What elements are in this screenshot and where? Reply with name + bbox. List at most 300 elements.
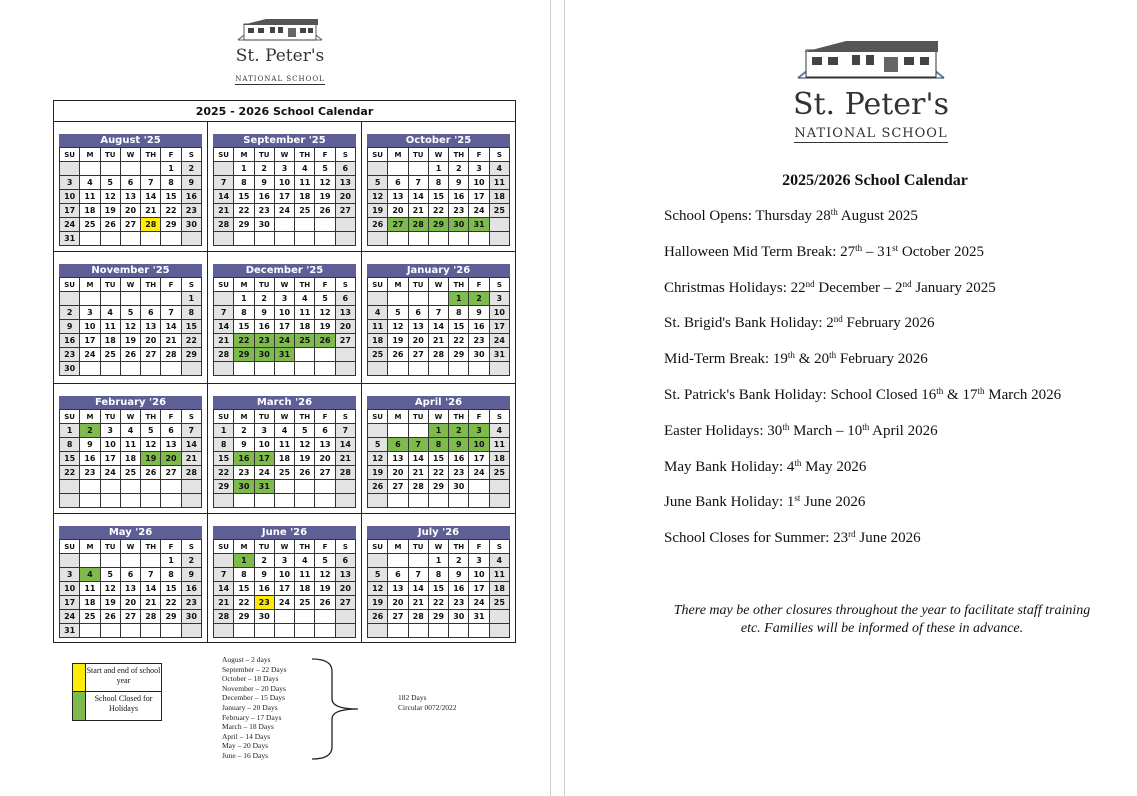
calendar-day: 22: [214, 466, 234, 480]
calendar-day: 3: [274, 554, 294, 568]
calendar-day: 21: [335, 452, 355, 466]
calendar-day: [161, 362, 181, 376]
calendar-day: 19: [388, 334, 408, 348]
calendar-day: 14: [214, 190, 234, 204]
month-calendar: [367, 134, 510, 246]
calendar-day: [234, 494, 254, 508]
calendar-day: 1: [234, 554, 254, 568]
calendar-day: 14: [335, 438, 355, 452]
weekday-header: TU: [254, 148, 274, 162]
calendar-day: [428, 494, 448, 508]
weekday-header: TU: [408, 148, 428, 162]
calendar-day: [295, 610, 315, 624]
month-title: October '25: [367, 134, 510, 147]
calendar-day: 10: [469, 568, 489, 582]
calendar-day: [315, 480, 335, 494]
month-title: August '25: [59, 134, 202, 147]
calendar-day: [234, 232, 254, 246]
calendar-day: 19: [368, 466, 388, 480]
calendar-day: 2: [234, 424, 254, 438]
calendar-heading: 2025/2026 School Calendar: [782, 172, 968, 189]
calendar-day: 2: [254, 292, 274, 306]
calendar-day: 21: [141, 204, 161, 218]
calendar-day: 9: [181, 176, 201, 190]
calendar-day: 21: [408, 596, 428, 610]
calendar-day: [469, 624, 489, 638]
calendar-day: 17: [274, 320, 294, 334]
month-calendar: [59, 264, 202, 376]
month-title: January '26: [367, 264, 510, 277]
calendar-day: [100, 362, 120, 376]
day-count-item: April – 14 Days: [222, 731, 271, 741]
calendar-day: 23: [449, 204, 469, 218]
weekday-header: S: [489, 540, 509, 554]
weekday-header: SU: [368, 278, 388, 292]
calendar-day: 28: [335, 466, 355, 480]
month-calendar: [367, 396, 510, 508]
calendar-day: 10: [469, 438, 489, 452]
calendar-day: 10: [60, 190, 80, 204]
calendar-day: [428, 232, 448, 246]
calendar-day: [214, 494, 234, 508]
weekday-header: W: [274, 540, 294, 554]
calendar-day: 16: [80, 452, 100, 466]
calendar-day: 26: [315, 596, 335, 610]
calendar-day: 6: [388, 438, 408, 452]
calendar-day: 20: [141, 334, 161, 348]
calendar-day: [368, 494, 388, 508]
weekday-header: SU: [60, 148, 80, 162]
month-calendar: [213, 526, 356, 638]
key-date-item: Easter Holidays: 30th March – 10th April 2026: [664, 421, 938, 439]
calendar-day: [254, 362, 274, 376]
calendar-day: 30: [60, 362, 80, 376]
calendar-day: [254, 494, 274, 508]
calendar-day: 3: [254, 424, 274, 438]
calendar-day: [408, 232, 428, 246]
calendar-day: 21: [161, 334, 181, 348]
calendar-day: 14: [161, 320, 181, 334]
calendar-day: 18: [295, 582, 315, 596]
calendar-day: 5: [100, 568, 120, 582]
calendar-day: 8: [428, 568, 448, 582]
calendar-day: 11: [368, 320, 388, 334]
calendar-day: [120, 624, 140, 638]
calendar-day: 23: [234, 466, 254, 480]
day-count-item: September – 22 Days: [222, 664, 287, 674]
key-date-item: School Opens: Thursday 28th August 2025: [664, 207, 918, 224]
calendar-day: 28: [214, 610, 234, 624]
calendar-day: 24: [274, 204, 294, 218]
logo-school-subtitle: NATIONAL SCHOOL: [794, 126, 948, 141]
calendar-day: 1: [181, 292, 201, 306]
weekday-header: M: [80, 148, 100, 162]
weekday-header: S: [489, 410, 509, 424]
calendar-day: 13: [335, 306, 355, 320]
weekday-header: M: [234, 278, 254, 292]
key-date-item: St. Patrick's Bank Holiday: School Closed 16th & 17th March 2026: [664, 385, 1062, 403]
total-days-note: [398, 693, 457, 713]
calendar-day: [428, 362, 448, 376]
calendar-day: 17: [80, 334, 100, 348]
calendar-day: 1: [161, 554, 181, 568]
calendar-day: [408, 554, 428, 568]
calendar-day: 14: [408, 190, 428, 204]
weekday-header: SU: [368, 148, 388, 162]
month-calendar: [213, 264, 356, 376]
calendar-day: 16: [449, 452, 469, 466]
calendar-day: 20: [315, 452, 335, 466]
calendar-day: 12: [100, 190, 120, 204]
calendar-day: 4: [80, 176, 100, 190]
calendar-day: 7: [214, 176, 234, 190]
calendar-day: 25: [295, 334, 315, 348]
calendar-day: 25: [274, 466, 294, 480]
calendar-day: [80, 292, 100, 306]
calendar-day: 26: [368, 218, 388, 232]
calendar-day: 3: [274, 162, 294, 176]
weekday-header: TH: [449, 278, 469, 292]
calendar-day: [100, 554, 120, 568]
calendar-day: [120, 494, 140, 508]
calendar-day: 28: [408, 480, 428, 494]
calendar-day: 21: [408, 204, 428, 218]
calendar-day: [60, 292, 80, 306]
calendar-day: 11: [100, 320, 120, 334]
calendar-day: 24: [60, 218, 80, 232]
key-date-item: June Bank Holiday: 1st June 2026: [664, 493, 866, 511]
month-calendar: [213, 396, 356, 508]
calendar-day: 7: [214, 568, 234, 582]
weekday-header: F: [315, 278, 335, 292]
calendar-day: 22: [234, 334, 254, 348]
calendar-day: 2: [60, 306, 80, 320]
calendar-day: 16: [60, 334, 80, 348]
weekday-header: TU: [408, 410, 428, 424]
calendar-day: 2: [254, 554, 274, 568]
calendar-day: 11: [489, 438, 509, 452]
weekday-header: SU: [60, 278, 80, 292]
calendar-day: 9: [254, 568, 274, 582]
legend-item: [73, 692, 161, 720]
calendar-day: 12: [315, 306, 335, 320]
calendar-day: 13: [335, 176, 355, 190]
calendar-day: [161, 494, 181, 508]
calendar-day: [489, 232, 509, 246]
weekday-header: TU: [100, 410, 120, 424]
school-calendar-grid: [53, 100, 516, 643]
calendar-day: 10: [274, 176, 294, 190]
calendar-day: 30: [254, 348, 274, 362]
calendar-day: [388, 232, 408, 246]
calendar-day: 3: [469, 554, 489, 568]
calendar-day: 7: [141, 176, 161, 190]
weekday-header: S: [181, 410, 201, 424]
calendar-day: 27: [120, 610, 140, 624]
calendar-day: [295, 232, 315, 246]
calendar-day: 3: [274, 292, 294, 306]
calendar-day: 16: [181, 190, 201, 204]
calendar-day: [161, 232, 181, 246]
calendar-day: 14: [214, 320, 234, 334]
weekday-header: S: [181, 278, 201, 292]
calendar-day: 12: [141, 438, 161, 452]
calendar-day: 19: [141, 452, 161, 466]
calendar-day: 23: [254, 204, 274, 218]
calendar-day: 5: [368, 568, 388, 582]
calendar-day: 11: [274, 438, 294, 452]
calendar-day: 9: [254, 306, 274, 320]
calendar-day: 22: [234, 596, 254, 610]
month-title: March '26: [213, 396, 356, 409]
calendar-day: 2: [449, 162, 469, 176]
calendar-day: 8: [181, 306, 201, 320]
calendar-day: 12: [368, 452, 388, 466]
calendar-day: 19: [100, 204, 120, 218]
curly-brace-icon: [310, 657, 362, 761]
calendar-day: 15: [234, 320, 254, 334]
calendar-day: [368, 232, 388, 246]
calendar-day: 12: [368, 582, 388, 596]
calendar-day: 7: [161, 306, 181, 320]
weekday-header: W: [120, 410, 140, 424]
calendar-day: 19: [368, 596, 388, 610]
calendar-day: 10: [274, 568, 294, 582]
calendar-day: 9: [449, 568, 469, 582]
weekday-header: S: [181, 148, 201, 162]
day-count-item: March – 18 Days: [222, 722, 274, 732]
calendar-day: 25: [295, 596, 315, 610]
calendar-day: 29: [234, 348, 254, 362]
day-count-item: January – 20 Days: [222, 702, 278, 712]
calendar-day: 23: [181, 596, 201, 610]
calendar-day: 17: [469, 452, 489, 466]
calendar-day: [141, 494, 161, 508]
calendar-day: 20: [120, 204, 140, 218]
calendar-day: 21: [428, 334, 448, 348]
calendar-day: 23: [449, 466, 469, 480]
calendar-day: 19: [295, 452, 315, 466]
weekday-header: M: [234, 410, 254, 424]
calendar-day: 26: [141, 466, 161, 480]
calendar-day: 30: [254, 218, 274, 232]
weekday-header: M: [80, 278, 100, 292]
calendar-day: [120, 362, 140, 376]
calendar-day: 30: [234, 480, 254, 494]
weekday-header: F: [315, 410, 335, 424]
calendar-day: [315, 624, 335, 638]
calendar-day: 20: [335, 582, 355, 596]
weekday-header: TU: [100, 540, 120, 554]
grid-divider: [361, 122, 362, 642]
calendar-day: 14: [141, 582, 161, 596]
calendar-day: [80, 362, 100, 376]
calendar-day: 18: [100, 334, 120, 348]
weekday-header: F: [161, 410, 181, 424]
weekday-header: F: [469, 410, 489, 424]
calendar-day: 21: [214, 334, 234, 348]
calendar-day: [234, 624, 254, 638]
weekday-header: S: [335, 410, 355, 424]
calendar-day: 15: [428, 582, 448, 596]
calendar-day: 19: [120, 334, 140, 348]
calendar-day: 9: [449, 176, 469, 190]
weekday-header: TH: [295, 148, 315, 162]
calendar-day: 18: [80, 596, 100, 610]
school-building-icon: [236, 10, 324, 47]
calendar-day: [181, 624, 201, 638]
calendar-day: 13: [388, 582, 408, 596]
weekday-header: TU: [408, 278, 428, 292]
calendar-day: 6: [388, 568, 408, 582]
weekday-header: F: [469, 540, 489, 554]
weekday-header: M: [80, 540, 100, 554]
calendar-day: 27: [335, 204, 355, 218]
calendar-day: 25: [80, 218, 100, 232]
weekday-header: TH: [449, 148, 469, 162]
calendar-day: 17: [254, 452, 274, 466]
month-calendar: [59, 526, 202, 638]
calendar-day: 26: [100, 610, 120, 624]
calendar-day: 21: [141, 596, 161, 610]
calendar-day: [368, 292, 388, 306]
calendar-day: [274, 494, 294, 508]
calendar-day: 8: [428, 438, 448, 452]
calendar-day: 11: [80, 582, 100, 596]
calendar-day: [214, 162, 234, 176]
calendar-day: 25: [489, 596, 509, 610]
calendar-day: [214, 292, 234, 306]
calendar-day: 17: [489, 320, 509, 334]
calendar-day: 2: [181, 162, 201, 176]
calendar-day: 1: [428, 554, 448, 568]
month-title: July '26: [367, 526, 510, 539]
calendar-day: 25: [100, 348, 120, 362]
calendar-day: 22: [428, 596, 448, 610]
legend-label: School Closed for Holidays: [94, 694, 153, 713]
calendar-day: [315, 218, 335, 232]
weekday-header: F: [469, 278, 489, 292]
calendar-day: 7: [408, 568, 428, 582]
calendar-day: 12: [388, 320, 408, 334]
calendar-day: 24: [489, 334, 509, 348]
calendar-day: [368, 162, 388, 176]
calendar-day: 8: [161, 568, 181, 582]
calendar-day: 17: [469, 190, 489, 204]
calendar-day: [335, 610, 355, 624]
calendar-day: 26: [100, 218, 120, 232]
weekday-header: SU: [60, 540, 80, 554]
calendar-day: 29: [428, 480, 448, 494]
weekday-header: W: [274, 410, 294, 424]
calendar-day: [489, 218, 509, 232]
calendar-day: [100, 162, 120, 176]
calendar-day: 26: [315, 204, 335, 218]
weekday-header: TU: [254, 540, 274, 554]
calendar-day: 15: [60, 452, 80, 466]
calendar-day: [80, 554, 100, 568]
calendar-day: 14: [214, 582, 234, 596]
calendar-day: [120, 162, 140, 176]
calendar-day: [161, 624, 181, 638]
calendar-day: [141, 362, 161, 376]
weekday-header: W: [428, 148, 448, 162]
day-count-item: June – 16 Days: [222, 750, 269, 760]
calendar-day: [295, 362, 315, 376]
calendar-day: 31: [274, 348, 294, 362]
weekday-header: S: [181, 540, 201, 554]
calendar-day: 20: [161, 452, 181, 466]
calendar-day: 14: [141, 190, 161, 204]
weekday-header: TH: [141, 540, 161, 554]
calendar-day: 26: [368, 480, 388, 494]
weekday-header: SU: [368, 540, 388, 554]
calendar-day: 2: [469, 292, 489, 306]
school-logo-large: [786, 26, 956, 143]
calendar-day: 28: [214, 218, 234, 232]
calendar-day: 14: [428, 320, 448, 334]
calendar-day: [181, 232, 201, 246]
calendar-day: 29: [161, 610, 181, 624]
calendar-day: 27: [161, 466, 181, 480]
calendar-day: 16: [469, 320, 489, 334]
calendar-day: [60, 554, 80, 568]
weekday-header: M: [388, 410, 408, 424]
calendar-day: 4: [295, 554, 315, 568]
calendar-day: [489, 610, 509, 624]
calendar-day: 29: [161, 218, 181, 232]
calendar-day: 10: [254, 438, 274, 452]
calendar-day: 1: [214, 424, 234, 438]
calendar-day: 21: [214, 204, 234, 218]
calendar-day: [120, 232, 140, 246]
calendar-day: 12: [368, 190, 388, 204]
calendar-day: [368, 554, 388, 568]
calendar-day: 29: [234, 610, 254, 624]
calendar-day: 2: [80, 424, 100, 438]
day-count-item: November – 20 Days: [222, 683, 286, 693]
calendar-day: 21: [214, 596, 234, 610]
calendar-day: 16: [181, 582, 201, 596]
calendar-day: 26: [120, 348, 140, 362]
calendar-day: [274, 610, 294, 624]
calendar-day: [274, 624, 294, 638]
calendar-day: 1: [449, 292, 469, 306]
calendar-day: 11: [80, 190, 100, 204]
calendar-day: 27: [388, 610, 408, 624]
calendar-day: 6: [408, 306, 428, 320]
weekday-header: TU: [254, 410, 274, 424]
calendar-day: [315, 232, 335, 246]
closure-note: There may be other closures throughout the year to facilitate staff training etc. Families will be informed of these in advance.: [673, 603, 1091, 636]
calendar-day: 3: [469, 424, 489, 438]
calendar-day: 24: [469, 204, 489, 218]
calendar-day: 24: [100, 466, 120, 480]
weekday-header: M: [388, 148, 408, 162]
calendar-day: 30: [449, 610, 469, 624]
calendar-day: 22: [428, 466, 448, 480]
key-date-item: May Bank Holiday: 4th May 2026: [664, 457, 867, 475]
calendar-day: [449, 362, 469, 376]
calendar-day: 27: [335, 596, 355, 610]
calendar-day: 5: [120, 306, 140, 320]
calendar-day: [295, 480, 315, 494]
school-building-icon: [794, 26, 948, 88]
calendar-day: 6: [315, 424, 335, 438]
calendar-day: 5: [141, 424, 161, 438]
calendar-day: [120, 480, 140, 494]
calendar-day: 9: [234, 438, 254, 452]
